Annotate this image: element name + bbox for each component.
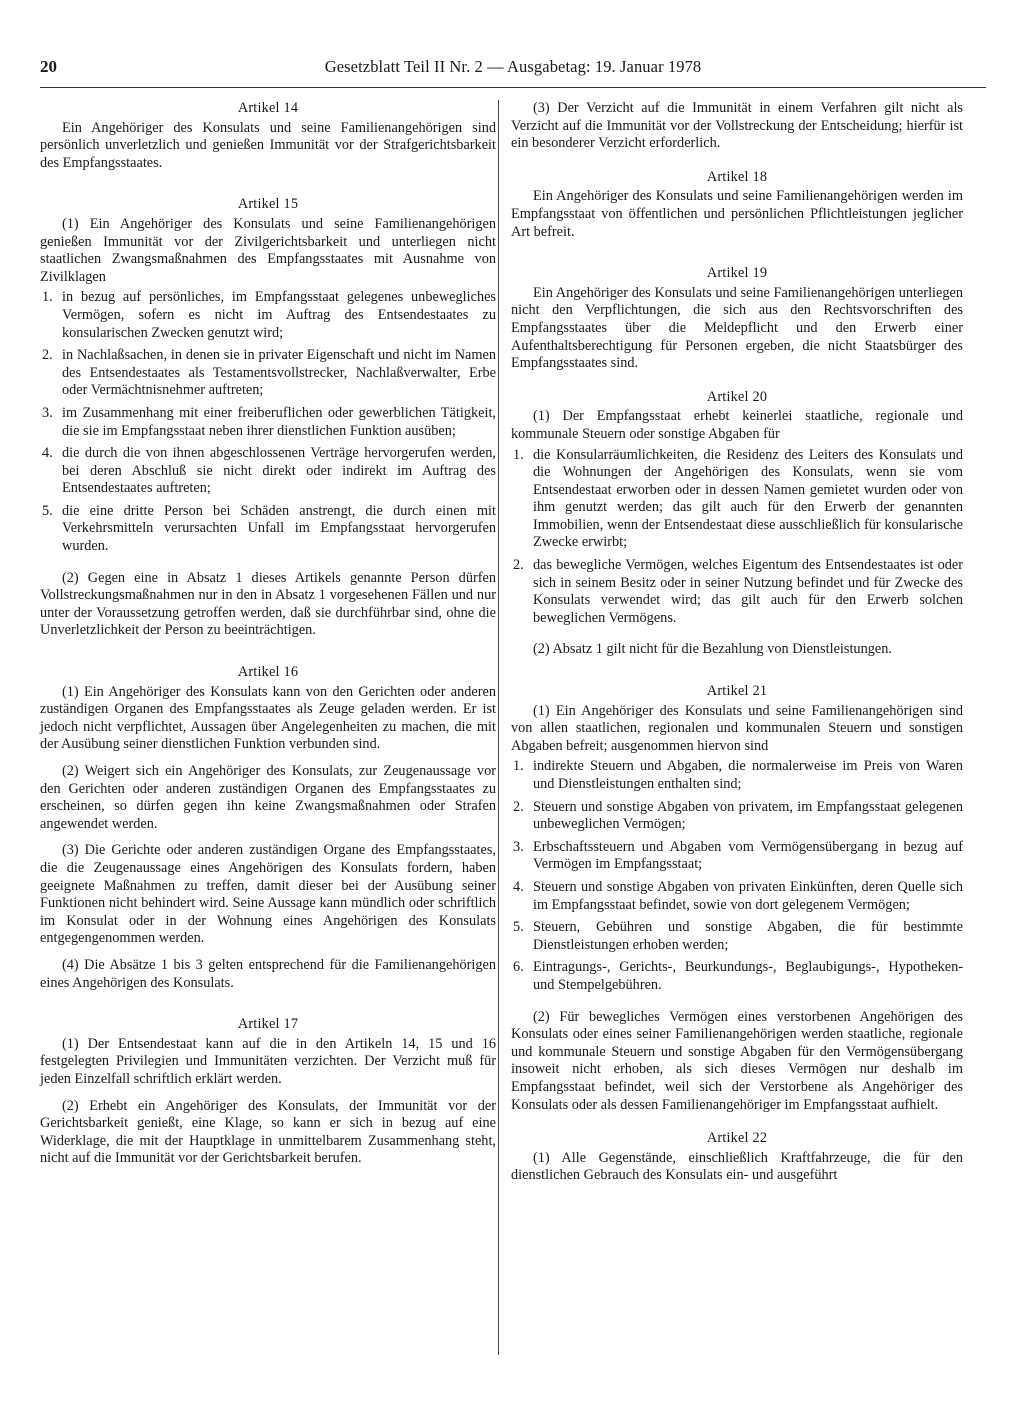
left-column [40,100,496,1168]
list-item-number: 4. [513,878,524,895]
numbered-list [511,758,963,994]
article-heading: Artikel 18 [706,168,768,185]
list-item-text: Steuern, Gebühren und sonstige Abgaben, die für bestimmte Dienstleistungen erhoben werden; [533,919,963,953]
list-item-number: 3. [42,404,53,421]
list-item [511,447,963,553]
article-18 [511,169,963,241]
list-item-text: Steuern und sonstige Abgaben von privaten Einkünften, deren Quelle sich im Empfangsstaat befindet, sowie von dort gelegenem Vermögen; [533,878,963,913]
article-heading: Artikel 20 [706,388,768,405]
list-item-number: 1. [42,289,53,306]
list-item [40,405,496,440]
article-paragraph: Ein Angehöriger des Konsulats und seine Familienangehörigen sind persönlich unverletzlich und genießen Immunität vor der Strafgerichtsbarkeit des Empfangsstaates. [40,119,496,171]
article-paragraph: (1) Der Entsendestaat kann auf die in den Artikeln 14, 15 und 16 festgelegten Privilegien und Immunitäten verzichten. Der Verzicht muß für jeden Einzelfall schriftlich erklärt werden. [40,1035,496,1087]
list-item [40,503,496,556]
article-paragraph: Ein Angehöriger des Konsulats und seine Familienangehörigen werden im Empfangsstaat von öffentlichen und persönlichen Pflichtleistungen jeglicher Art befreit. [511,188,963,240]
article-paragraph: (2) Erhebt ein Angehöriger des Konsulats, der Immunität vor der Gerichtsbarkeit genießt, eine Klage, so kann er sich in bezug auf eine Widerklage, die mit der Hauptklage in unmittelbarem Zusammenhang steht, nicht auf die Immunität vor der Gerichtsbarkeit berufen. [40,1097,496,1167]
list-item-text: Eintragungs-, Gerichts-, Beurkundungs-, Beglaubigungs-, Hypotheken- und Stempelgebühren. [533,959,963,993]
page-number: 20 [40,57,57,76]
list-item-text: in Nachlaßsachen, in denen sie in privater Eigenschaft und nicht im Namen des Entsendestaates als Testamentsvollstrecker, Nachlaßverwalter, Erbe oder Vermächtnisnehmer auftreten; [62,347,496,399]
article-heading: Artikel 22 [706,1130,768,1147]
article-paragraph: Ein Angehöriger des Konsulats und seine Familienangehörigen unterliegen nicht den Verpflichtungen, die sich aus den Rechtsvorschriften des Empfangsstaates über die Meldepflicht und den Erwerb einer Aufenthaltsberechtigung für Personen ergeben, die nicht Staatsbürger des Empfangsstaates sind. [511,284,963,372]
list-item [511,919,963,954]
list-item-number: 2. [42,347,53,364]
list-item-number: 5. [42,502,53,519]
page-header [40,57,986,88]
article-paragraph: (1) Ein Angehöriger des Konsulats kann von den Gerichten oder anderen zuständigen Organen des Empfangsstaates als Zeuge geladen werden. Er ist jedoch nicht verpflichtet, Aussagen über Angelegenheiten zu machen, die mit der Ausübung seiner dienstlichen Funktion verbunden sind. [40,683,496,753]
list-item-text: das bewegliche Vermögen, welches Eigentum des Entsendestaates ist oder sich in seinem Besitz oder in seiner Nutzung befindet und für Zwecke des Konsulats verwendet wird; das gilt auch für den Erwerb solchen beweglichen Vermögens. [533,557,963,626]
article-heading: Artikel 21 [706,683,768,700]
article-20 [511,389,963,659]
article-paragraph: (2) Gegen eine in Absatz 1 dieses Artikels genannte Person dürfen Vollstreckungsmaßnahmen nur in den in Absatz 1 vorgesehenen Fällen und nur unter der Voraussetzung getroffen werden, daß sie durchführbar sind, ohne die Unverletzlichkeit der Person zu beeinträchtigen. [40,569,496,639]
article-16 [40,664,496,992]
article-heading: Artikel 19 [706,265,768,282]
article-paragraph: (3) Die Gerichte oder anderen zuständigen Organe des Empfangsstaates, die die Zeugenaussage eines Angehörigen des Konsulats fordern, haben geeignete Maßnahmen zu treffen, damit dieser bei der Ausübung seiner Funktionen nicht behindert wird. Seine Aussage kann mündlich oder schriftlich im Konsulat oder in der Wohnung eines Angehörigen des Konsulats entgegengenommen werden. [40,842,496,947]
list-item-number: 3. [513,838,524,855]
list-item-text: Steuern und sonstige Abgaben von privatem, im Empfangsstaat gelegenen unbeweglichen Vermögen; [533,798,963,833]
article-19 [511,265,963,373]
list-item-text: die Konsularräumlichkeiten, die Residenz des Leiters des Konsulats und die Wohnungen der Angehörigen des Konsulats, wenn sie vom Entsendestaat erworben oder in dessen Namen gemietet wurden oder von ihm genutzt werden; das gilt auch für den Erwerb der genannten Immobilien, wenn der Entsendestaat diese ausschließlich für konsularische Zwecke erwirbt; [533,446,963,551]
numbered-list [511,447,963,628]
list-item [511,879,963,914]
list-item [511,839,963,874]
article-paragraph: (1) Der Empfangsstaat erhebt keinerlei staatliche, regionale und kommunale Steuern oder sonstige Abgaben für [511,408,963,442]
list-item [511,959,963,994]
article-paragraph: (1) Alle Gegenstände, einschließlich Kraftfahrzeuge, die für den dienstlichen Gebrauch des Konsulats ein- und ausgeführt [511,1149,963,1184]
list-item [40,445,496,498]
article-paragraph: (1) Ein Angehöriger des Konsulats und seine Familienangehörigen genießen Immunität vor der Zivilgerichtsbarkeit und unterliegen nicht staatlichen Zwangsmaßnahmen des Empfangsstaates mit Ausnahme von Zivilklagen [40,215,496,285]
list-item [511,557,963,627]
article-15 [40,196,496,640]
list-item-text: Erbschaftssteuern und Abgaben vom Vermögensübergang in bezug auf Vermögen im Empfangsstaat; [533,838,963,873]
numbered-list [40,289,496,555]
list-item-number: 2. [513,798,524,815]
article-17-continued [511,100,963,153]
running-head: Gesetzblatt Teil II Nr. 2 — Ausgabetag: 19. Januar 1978 [324,57,702,76]
list-item-number: 4. [42,445,53,462]
article-21 [511,683,963,1114]
list-item-text: indirekte Steuern und Abgaben, die normalerweise im Preis von Waren und Dienstleistungen enthalten sind; [533,758,963,792]
list-item-number: 5. [513,919,524,936]
article-heading: Artikel 15 [237,196,299,213]
article-paragraph: (3) Der Verzicht auf die Immunität in einem Verfahren gilt nicht als Verzicht auf die Immunität vor der Vollstreckung der Entscheidung; hierfür ist ein besonderer Verzicht erforderlich. [511,100,963,152]
article-heading: Artikel 16 [237,664,299,681]
list-item-text: die durch die von ihnen abgeschlossenen Verträge hervorgerufen werden, bei deren Abschluß sie nicht direkt oder indirekt im Auftrag des Entsendestaates auftreten; [62,445,496,497]
list-item [40,347,496,400]
list-item-text: in bezug auf persönliches, im Empfangsstaat gelegenes unbewegliches Vermögen, sofern es nicht im Auftrag des Entsendestaates zu konsularischen Zwecken genutzt wird; [62,289,496,341]
article-paragraph: (2) Für bewegliches Vermögen eines verstorbenen Angehörigen des Konsulats oder eines seiner Familienangehörigen werden staatliche, regionale und kommunale Steuern und sonstige Abgaben für den Vermögensübergang insoweit nicht erhoben, als sich dieses Vermögen nur deshalb im Empfangsstaat befindet, weil sich der Verstorbene als Angehöriger des Konsulats oder als dessen Familienangehöriger im Empfangsstaat aufhielt. [511,1008,963,1113]
article-heading: Artikel 17 [237,1016,299,1033]
list-item [40,289,496,342]
article-14 [40,100,496,172]
list-item-number: 2. [513,557,524,574]
article-22 [511,1130,963,1185]
list-item-text: im Zusammenhang mit einer freiberuflichen oder gewerblichen Tätigkeit, die sie im Empfangsstaat neben ihrer dienstlichen Funktion ausüben; [62,404,496,439]
right-column [511,100,963,1185]
list-item-text: die eine dritte Person bei Schäden anstrengt, die durch einen mit Verkehrsmitteln verursachten Unfall im Empfangsstaat hervorgerufen wurden. [62,502,496,555]
article-paragraph: (1) Ein Angehöriger des Konsulats und seine Familienangehörigen sind von allen staatlichen, regionalen und kommunalen Steuern und sonstigen Abgaben befreit; ausgenommen hiervon sind [511,702,963,754]
article-paragraph: (2) Absatz 1 gilt nicht für die Bezahlung von Dienstleistungen. [533,641,892,658]
article-heading: Artikel 14 [237,100,299,116]
list-item-number: 1. [513,758,524,775]
article-paragraph: (2) Weigert sich ein Angehöriger des Konsulats, zur Zeugenaussage vor den Gerichten oder anderen zuständigen Organen des Empfangsstaates zu erscheinen, so dürfen gegen ihn keine Zwangsmaßnahmen oder Strafen angewendet werden. [40,763,496,832]
list-item [511,758,963,793]
column-divider [498,100,499,1355]
list-item [511,799,963,834]
list-item-number: 6. [513,959,524,976]
list-item-number: 1. [513,446,524,463]
article-paragraph: (4) Die Absätze 1 bis 3 gelten entsprechend für die Familienangehörigen eines Angehörigen des Konsulats. [40,956,496,991]
article-17 [40,1016,496,1168]
